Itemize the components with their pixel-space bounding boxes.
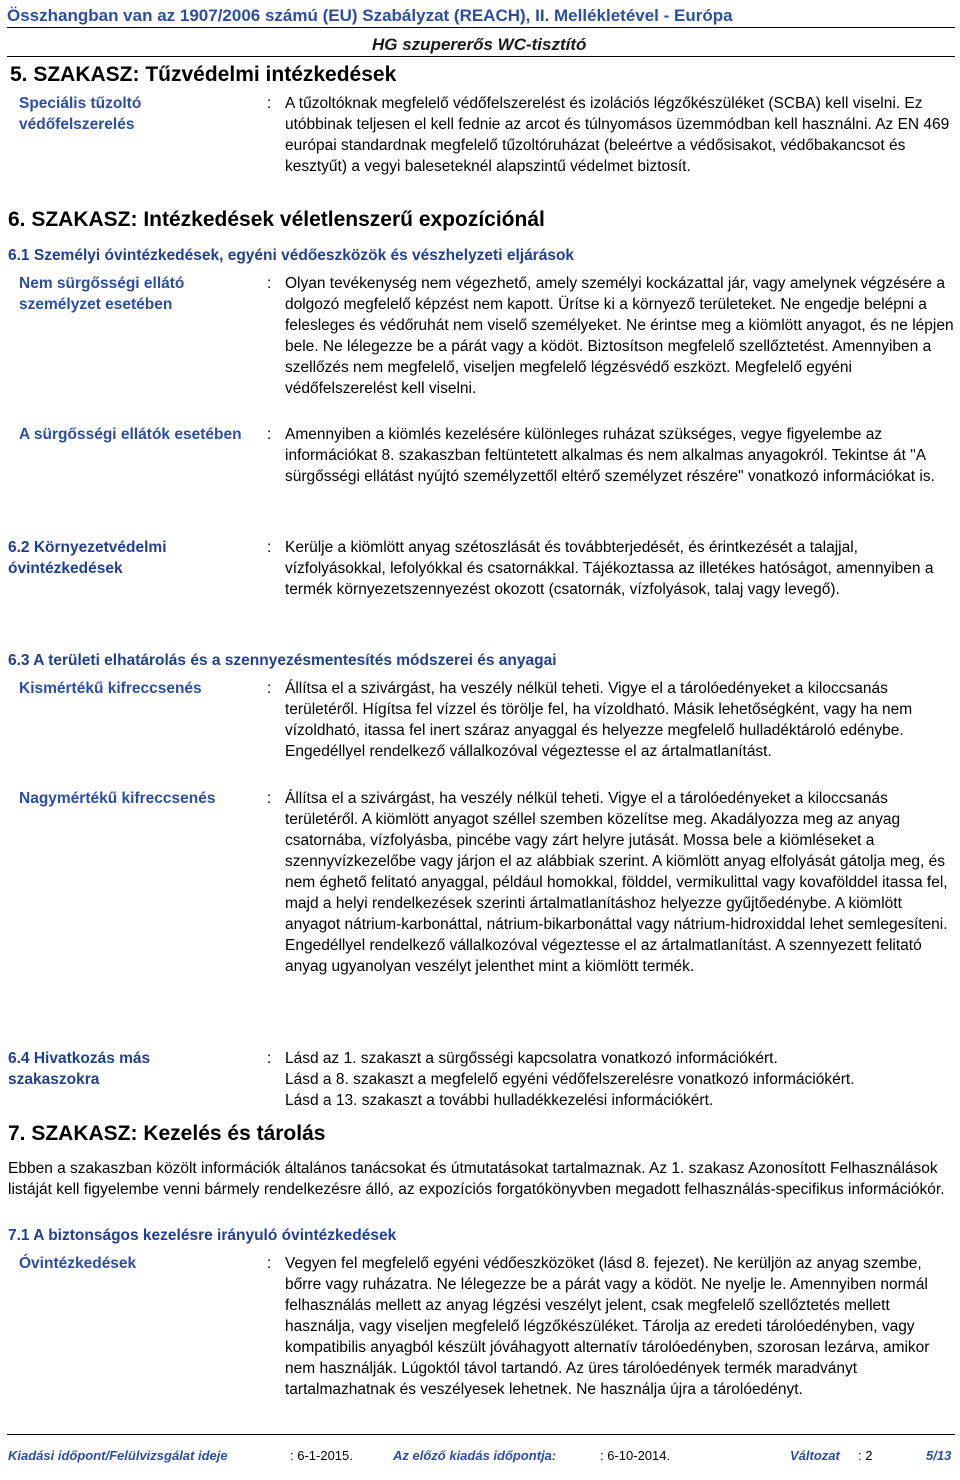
issue-date-value: : 6-1-2015.: [290, 1448, 353, 1463]
large-spill-text: Állítsa el a szivárgást, ha veszély nélkül teheti. Vigye el a tárolóedényeket a kiloccsanás területéről. A kiömlött anyagot széllel szemben közelítse meg. Akadályozza meg az anyag csatornába, vízfolyásba, pincébe vagy zárt helyre jutását. Mossa bele a kiömléseket a szennyvízkezelőbe vagy járjon el az alábbiak szerint. A kiömlött anyag elfolyását gátolja meg, és nem éghető felitató anyaggal, például homokkal, földdel, vermikulittal vagy kovafölddel itassa fel, majd a helyi rendelkezések szerinti ártalmatlanításhoz helyezze gyűjtőedénybe. A kiömlött anyagot nátrium-karbonáttal, nátrium-bikarbonáttal vagy nátrium-hidroxiddal lehet semlegesíteni. Engedéllyel rendelkező vállalkozóval végeztesse el az ártalmatlanítást. A szennyezett felitató anyag ugyanolyan veszélyt jelenthet mint a kiömlött termék.: [285, 790, 948, 975]
non-emergency-text: Olyan tevékenység nem végezhető, amely személyi kockázattal jár, vagy amelynek végzésére a dolgozó megfelelő képzést nem kapott. Ürítse ki a környező területeket. Ne engedje belépni a felesleges és védőruhát nem viselő személyeket. Ne érintse meg a kiömlött anyagot, és ne lépjen bele. Ne lélegezze be a párát vagy a ködöt. Biztosítson megfelelő szellőztetést. Amennyiben a szellőzés nem megfelelő, viseljen megfelelő légzésvédő eszközt. Megfelelő egyéni védőfelszerelést kell viselni.: [285, 275, 954, 397]
version-label: Változat: [790, 1448, 840, 1463]
version-value: : 2: [858, 1448, 873, 1463]
emergency-label: A sürgősségi ellátók esetében: [19, 426, 242, 443]
colon: :: [267, 275, 272, 292]
subsection-6-1-heading: 6.1 Személyi óvintézkedések, egyéni védőeszközök és vészhelyzeti eljárások: [8, 247, 575, 264]
colon: :: [267, 1255, 272, 1272]
special-equipment-label: Speciális tűzoltó védőfelszerelés: [19, 95, 142, 133]
regulation-title: Összhangban van az 1907/2006 számú (EU) Szabályzat (REACH), II. Mellékletével - Európa: [7, 6, 733, 25]
section-5-heading: 5. SZAKASZ: Tűzvédelmi intézkedések: [10, 63, 397, 86]
colon: :: [267, 680, 272, 697]
subsection-7-1-heading: 7.1 A biztonságos kezelésre irányuló óvintézkedések: [8, 1227, 397, 1244]
previous-issue-label: Az előző kiadás időpontja:: [393, 1448, 557, 1463]
product-name: HG szupererős WC-tisztító: [372, 35, 587, 54]
reference-line: Lásd a 8. szakaszt a megfelelő egyéni védőfelszerelésre vonatkozó információkért.: [285, 1071, 855, 1088]
environmental-label: 6.2 Környezetvédelmi óvintézkedések: [8, 539, 167, 577]
large-spill-label: Nagymértékű kifreccsenés: [19, 790, 216, 807]
emergency-text: Amennyiben a kiömlés kezelésére különleges ruházat szükséges, vegye figyelembe az információkat 8. szakaszban feltüntetett alkalmas és nem alkalmas anyagokról. Tekintse át "A sürgősségi ellátást nyújtó személyzettől eltérő személyzet részére" vonatkozó információkat is.: [285, 426, 935, 485]
page-number: 5/13: [926, 1448, 952, 1463]
reference-line: Lásd a 13. szakaszt a további hulladékkezelési információkért.: [285, 1092, 714, 1109]
references-text: [285, 1048, 957, 1111]
precautions-label: Óvintézkedések: [19, 1255, 137, 1272]
section-7-heading: 7. SZAKASZ: Kezelés és tárolás: [8, 1122, 326, 1145]
small-spill-label: Kismértékű kifreccsenés: [19, 680, 202, 697]
footer-divider: [7, 1434, 955, 1435]
section-6-heading: 6. SZAKASZ: Intézkedések véletlenszerű expozíciónál: [8, 208, 545, 231]
precautions-text: Vegyen fel megfelelő egyéni védőeszközöket (lásd 8. fejezet). Ne kerüljön az anyag szembe, bőrre vagy ruházatra. Ne lélegezze be a párát vagy a ködöt. Ne nyelje le. Amennyiben normál felhasználás mellett az anyag légzési veszélyt jelent, csak megfelelő szellőztetés mellett használja, vagy viseljen megfelelő légzőkészüléket. Tárolja az eredeti tárolóedényben, vagy kompatibilis anyagból készült jóváhagyott alternatív tárolóedényben, szorosan lezárva, amikor nem használják. Lúgoktól távol tartandó. Az üres tárolóedények termék maradványt tartalmazhatnak és veszélyesek lehetnek. Ne használja újra a tárolóedényt.: [285, 1255, 930, 1398]
colon: :: [267, 790, 272, 807]
colon: :: [267, 1050, 272, 1067]
references-label: 6.4 Hivatkozás más szakaszokra: [8, 1050, 151, 1088]
reference-line: Lásd az 1. szakaszt a sürgősségi kapcsolatra vonatkozó információkért.: [285, 1050, 778, 1067]
section-7-intro: Ebben a szakaszban közölt információk általános tanácsokat és útmutatásokat tartalmaznak. Az 1. szakasz Azonosított Felhasználások listáját kell figyelembe venni bármely rendelkezésre álló, az expozíciós forgatókönyvben megadott felhasználás-specifikus információkór.: [8, 1160, 945, 1198]
colon: :: [267, 426, 272, 443]
colon: :: [267, 95, 272, 112]
special-equipment-text: A tűzoltóknak megfelelő védőfelszerelést és izolációs légzőkészüléket (SCBA) kell viselni. Ez utóbbinak teljesen el kell fednie az arcot és túlnyomásos üzemmódban kell használni. Az EN 469 európai standardnak megfelelő tűzoltóruházat (beleértve a védősisakot, védőbakancsot és kesztyűt) a vegyi baleseteknél alapszintű védelmet biztosít.: [285, 95, 950, 175]
subsection-6-3-heading: 6.3 A területi elhatárolás és a szennyezésmentesítés módszerei és anyagai: [8, 652, 557, 669]
small-spill-text: Állítsa el a szivárgást, ha veszély nélkül teheti. Vigye el a tárolóedényeket a kiloccsanás területéről. Hígítsa fel vízzel és törölje fel, ha vízoldható. Másik lehetőségként, vagy ha nem vízoldható, itassa fel inert száraz anyaggal és helyezze megfelelő hulladéktároló edénybe. Engedéllyel rendelkező vállalkozóval végeztesse el az ártalmatlanítást.: [285, 680, 913, 760]
header-divider: [7, 27, 955, 28]
environmental-text: Kerülje a kiömlött anyag szétoszlását és továbbterjedését, és érintkezését a talajjal, vízfolyásokkal, lefolyókkal és csatornákkal. Tájékoztassa az illetékes hatóságot, amennyiben a termék környezetszennyezést okozott (csatornák, vízfolyások, talaj vagy levegő).: [285, 539, 934, 598]
issue-date-label: Kiadási időpont/Felülvizsgálat ideje: [8, 1448, 228, 1463]
colon: :: [267, 539, 272, 556]
header-divider-bottom: [7, 56, 955, 57]
previous-issue-value: : 6-10-2014.: [600, 1448, 671, 1463]
non-emergency-label: Nem sürgősségi ellátó személyzet esetében: [19, 275, 185, 313]
document-header: [7, 6, 957, 26]
